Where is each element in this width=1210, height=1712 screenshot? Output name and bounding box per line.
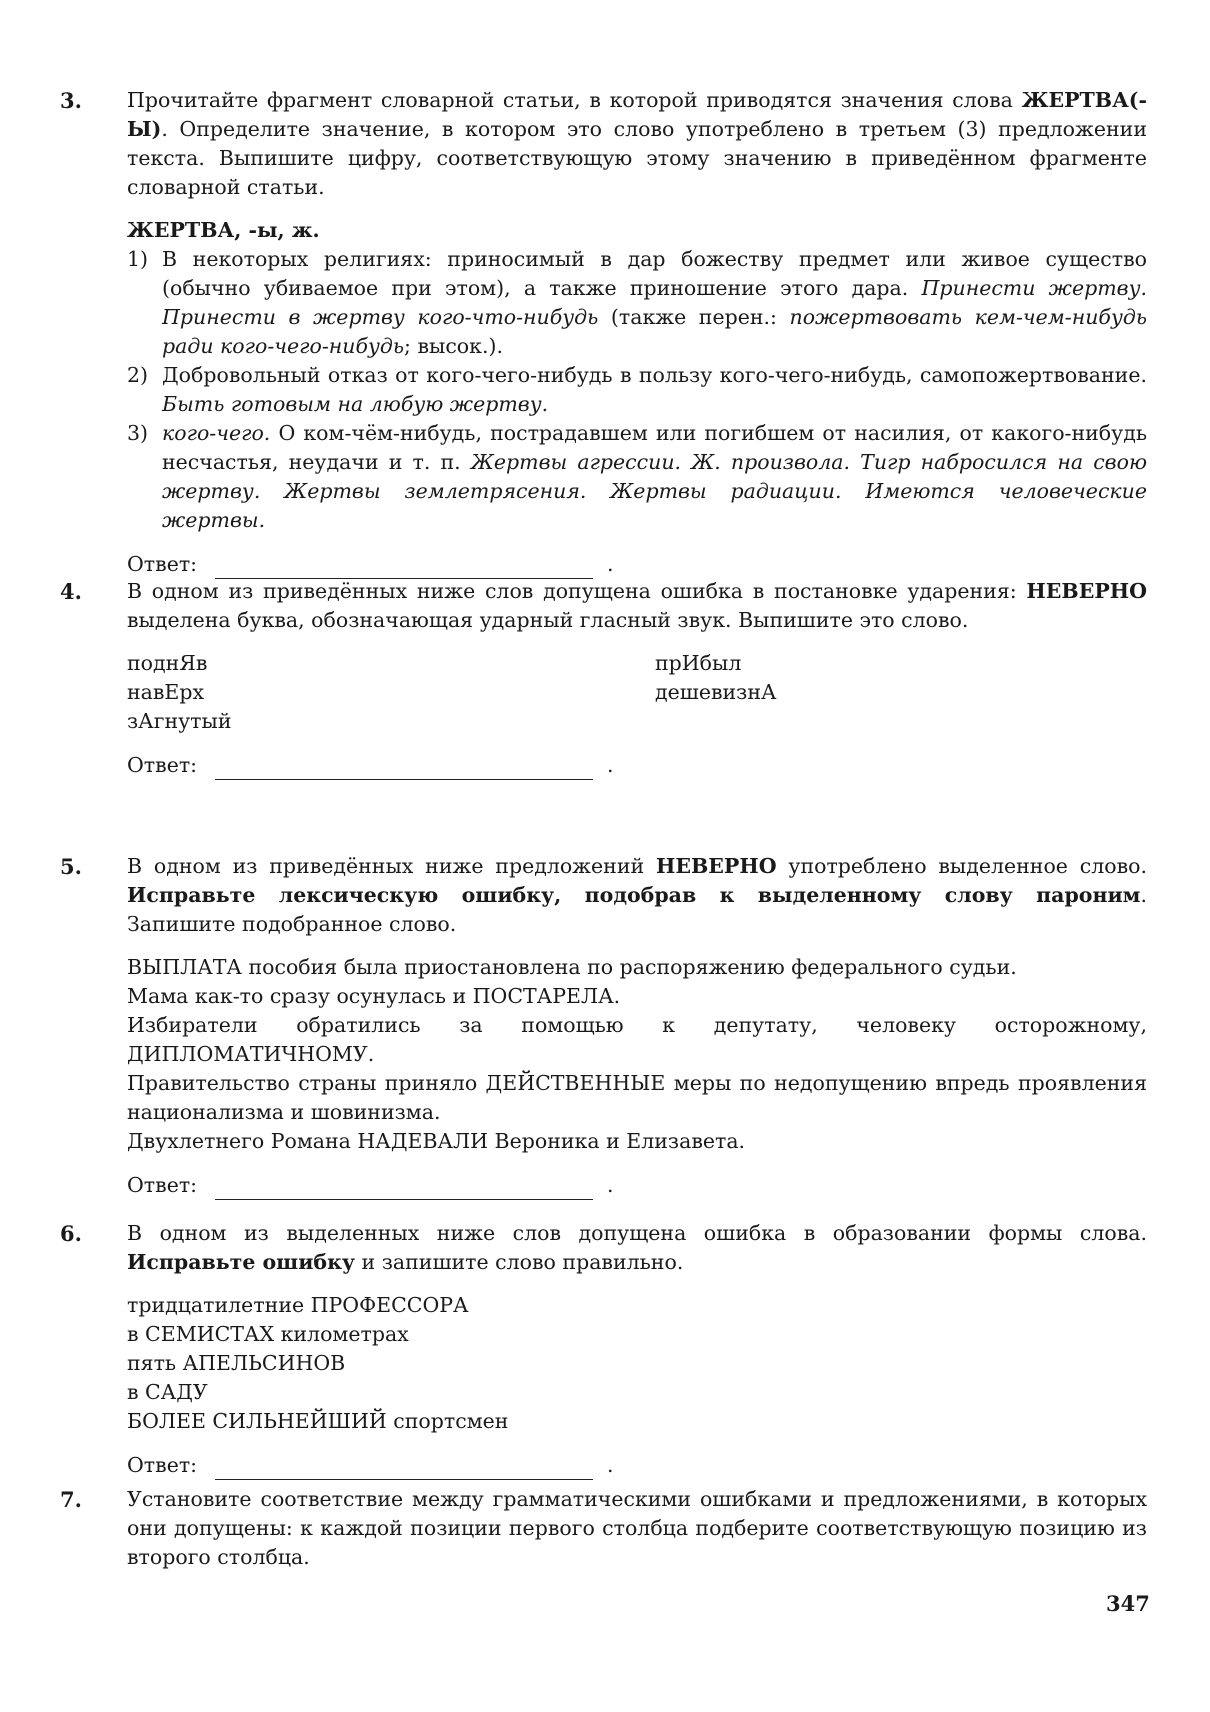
task-number: 5.	[60, 854, 82, 879]
phrase-item: пять АПЕЛЬСИНОВ	[127, 1351, 346, 1375]
task-instruction	[127, 86, 1147, 202]
sentence: Мама как-то сразу осунулась и ПОСТАРЕЛА.	[127, 984, 621, 1008]
answer-label: Ответ:	[127, 1453, 198, 1477]
task-number: 3.	[60, 88, 82, 113]
task-instruction	[127, 852, 1147, 939]
word-column-left	[127, 649, 655, 736]
phrase-item: тридцатилетние ПРОФЕССОРА	[127, 1293, 469, 1317]
instruction-text: . Определите значение, в котором это слово употреблено в третьем (3) предложении текста. Выпишите цифру, соответствующую этому значению в приведённом фрагменте словарной статьи.	[127, 117, 1147, 199]
word-column-right	[655, 649, 777, 736]
answer-dot: .	[607, 1453, 614, 1477]
task-body	[127, 577, 1147, 780]
answer-dot: .	[607, 1173, 614, 1197]
dictionary-headword: ЖЕРТВА, -ы, ж.	[127, 218, 320, 242]
task-instruction	[127, 577, 1147, 635]
instruction-text: В одном из приведённых ниже предложений	[127, 854, 656, 878]
answer-dot: .	[607, 753, 614, 777]
answer-field[interactable]	[215, 556, 593, 579]
sense-text: (также перен.:	[598, 305, 790, 329]
keyword: ЖЕРТВА(-Ы)	[127, 88, 1147, 141]
sense-number: 2)	[127, 363, 149, 387]
task-body	[127, 1485, 1147, 1572]
sense-text: Добровольный отказ от кого-чего-нибудь в пользу кого-чего-нибудь, самопожертвование.	[162, 363, 1147, 387]
sense-example: Принести жертву. Принести в жертву кого-что-нибудь	[162, 276, 1147, 329]
instruction-text: В одном из приведённых ниже слов допущена ошибка в постановке ударения:	[127, 579, 1027, 603]
task-instruction	[127, 1219, 1147, 1277]
phrase-item: в СЕМИСТАХ километрах	[127, 1322, 409, 1346]
dictionary-senses	[127, 245, 1147, 535]
answer-row	[127, 750, 1147, 780]
sentence: Избиратели обратились за помощью к депутату, человеку осторожному, ДИПЛОМАТИЧНОМУ.	[127, 1013, 1147, 1066]
page-number: 347	[1106, 1591, 1150, 1616]
instruction-text: В одном из выделенных ниже слов допущена ошибка в образовании формы слова.	[127, 1221, 1147, 1245]
instruction-text: и запишите слово правильно.	[355, 1250, 684, 1274]
answer-row	[127, 1450, 1147, 1480]
answer-label: Ответ:	[127, 552, 198, 576]
keyword: Исправьте ошибку	[127, 1250, 356, 1274]
sense-text: ; высок.).	[404, 334, 503, 358]
instruction-text: . Запишите подобранное слово.	[127, 883, 1147, 936]
answer-field[interactable]	[215, 1457, 593, 1480]
sense-text: О ком-чём-нибудь, пострадавшем или погибшем от насилия, от какого-нибудь несчастья, неудачи и т. п.	[162, 421, 1147, 474]
phrase-item: БОЛЕЕ СИЛЬНЕЙШИЙ спортсмен	[127, 1409, 509, 1433]
instruction-text: Прочитайте фрагмент словарной статьи, в которой приводятся значения слова	[127, 88, 1022, 112]
dictionary-sense	[127, 361, 1147, 419]
sense-example: Быть готовым на любую жертву.	[162, 392, 549, 416]
answer-row	[127, 1170, 1147, 1200]
sentence: ВЫПЛАТА пособия была приостановлена по распоряжению федерального судьи.	[127, 955, 1017, 979]
keyword: НЕВЕРНО	[1026, 579, 1147, 603]
task-body	[127, 1219, 1147, 1480]
sense-text: В некоторых религиях: приносимый в дар божеству предмет или живое существо (обычно убиваемое при этом), а также приношение этого дара.	[162, 247, 1147, 300]
word-item: поднЯв	[127, 651, 208, 675]
instruction-text: употреблено выделенное слово.	[776, 854, 1147, 878]
task-body	[127, 852, 1147, 1200]
sense-number: 3)	[127, 421, 149, 445]
task-instruction: Установите соответствие между грамматическими ошибками и предложениями, в которых они допущены: к каждой позиции первого столбца подберите соответствующую позицию из второго столбца.	[127, 1487, 1147, 1569]
answer-label: Ответ:	[127, 1173, 198, 1197]
sense-example: пожертвовать кем-чем-нибудь ради кого-чего-нибудь	[162, 305, 1147, 358]
answer-row	[127, 549, 1147, 579]
answer-field[interactable]	[215, 1177, 593, 1200]
phrase-item: в САДУ	[127, 1380, 208, 1404]
dictionary-sense	[127, 419, 1147, 535]
word-item: навЕрх	[127, 680, 205, 704]
keyword: НЕВЕРНО	[655, 854, 777, 878]
keyword: Исправьте лексическую ошибку, подобрав к выделенному слову пароним	[127, 883, 1141, 907]
sense-number: 1)	[127, 247, 149, 271]
word-item: зАгнутый	[127, 709, 232, 733]
task-body	[127, 86, 1147, 579]
word-item: дешевизнА	[655, 680, 777, 704]
word-item: прИбыл	[655, 651, 742, 675]
sentence: Правительство страны приняло ДЕЙСТВЕННЫЕ меры по недопущению впредь проявления национализма и шовинизма.	[127, 1071, 1147, 1124]
answer-field[interactable]	[215, 757, 593, 780]
task-number: 4.	[60, 579, 82, 604]
instruction-text: выделена буква, обозначающая ударный гласный звук. Выпишите это слово.	[127, 608, 969, 632]
task-number: 7.	[60, 1487, 82, 1512]
word-columns	[127, 649, 1147, 736]
sentence: Двухлетнего Романа НАДЕВАЛИ Вероника и Елизавета.	[127, 1129, 746, 1153]
task-number: 6.	[60, 1221, 82, 1246]
answer-dot: .	[607, 552, 614, 576]
sense-example: Жертвы агрессии. Ж. произвола. Тигр набросился на свою жертву. Жертвы землетрясения. Жертвы радиации. Имеются человеческие жертвы.	[162, 450, 1147, 532]
answer-label: Ответ:	[127, 753, 198, 777]
dictionary-sense	[127, 245, 1147, 361]
sense-example: кого-чего.	[162, 421, 271, 445]
